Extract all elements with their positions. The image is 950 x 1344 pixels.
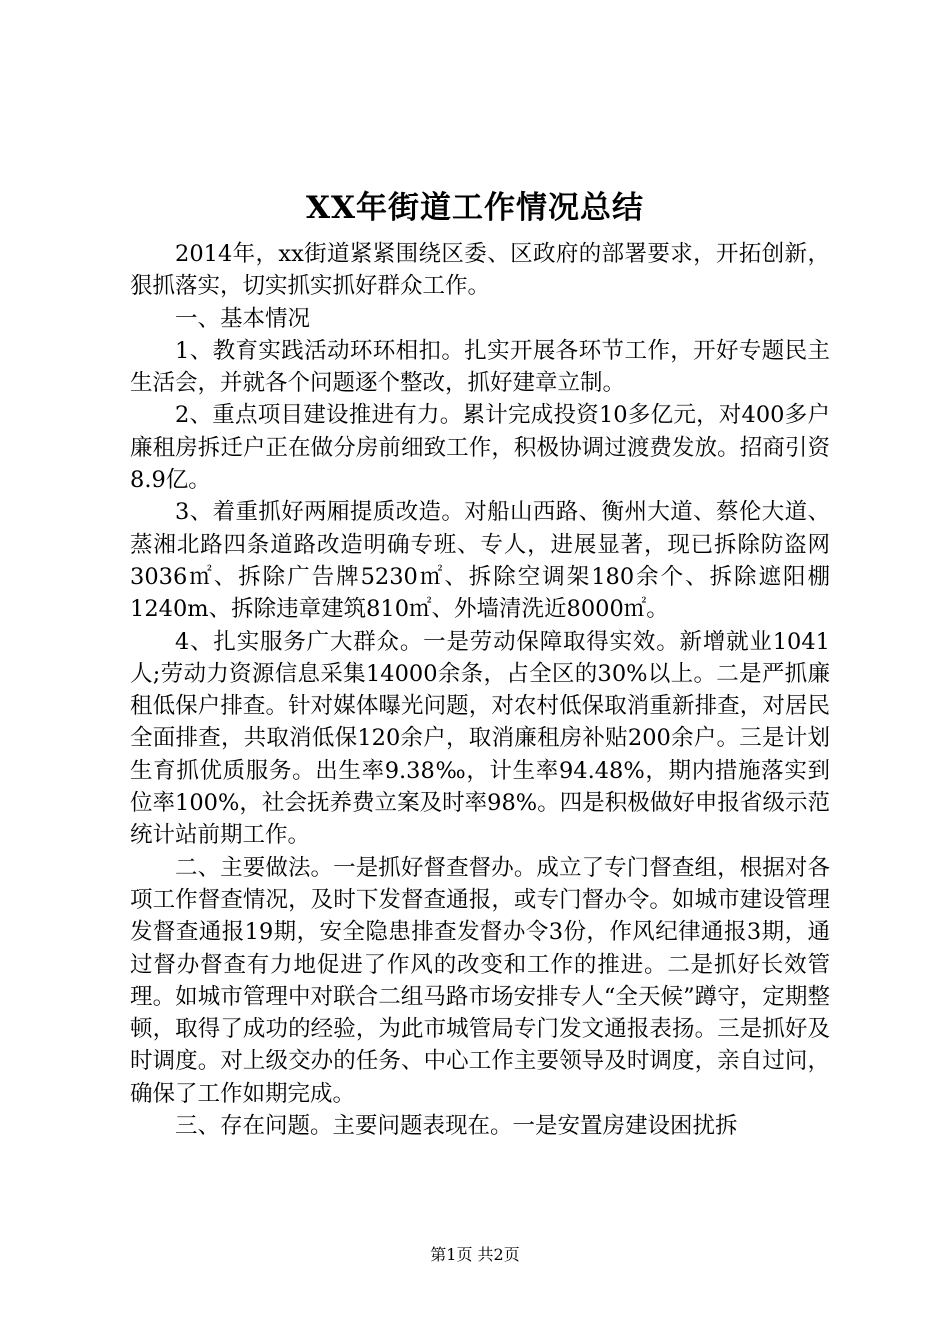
page-footer: 第1页 共2页 [430, 1245, 520, 1264]
document-title: XX年街道工作情况总结 [305, 190, 645, 226]
paragraph-methods: 二、主要做法。一是抓好督查督办。成立了专门督查组，根据对各项工作督查情况，及时下发督查通报，或专门督办令。如城市建设管理发督查通报19期，安全隐患排查发督办令3份，作风纪律通报3期，通过督办督查有力地促进了作风的改变和工作的推进。二是抓好长效管理。如城市管理中对联合二组马路市场安排专人“全天候”蹲守，定期整顿，取得了成功的经验，为此市城管局专门发文通报表扬。三是抓好及时调度。对上级交办的任务、中心工作主要领导及时调度，亲自过问，确保了工作如期完成。 [130, 854, 830, 1107]
paragraph-intro: 2014年，xx街道紧紧围绕区委、区政府的部署要求，开拓创新，狠抓落实，切实抓实抓好群众工作。 [130, 241, 830, 300]
section-heading-basic: 一、基本情况 [175, 305, 311, 332]
paragraph-item-2: 2、重点项目建设推进有力。累计完成投资10多亿元，对400多户廉租房拆迁户正在做分房前细致工作，积极协调过渡费发放。招商引资8.9亿。 [130, 402, 830, 494]
paragraph-item-3: 3、着重抓好两厢提质改造。对船山西路、衡州大道、蔡伦大道、蒸湘北路四条道路改造明确专班、专人，进展显著，现已拆除防盗网3036㎡、拆除广告牌5230㎡、拆除空调架180余个、拆除遮阳棚1240m、拆除违章建筑810㎡、外墙清洗近8000㎡。 [130, 499, 830, 623]
document-body [130, 238, 830, 1142]
paragraph-item-1: 1、教育实践活动环环相扣。扎实开展各环节工作，开好专题民主生活会，并就各个问题逐个整改，抓好建章立制。 [130, 337, 830, 397]
paragraph-problems: 三、存在问题。主要问题表现在。一是安置房建设困扰拆 [175, 1113, 738, 1140]
paragraph-item-4: 4、扎实服务广大群众。一是劳动保障取得实效。新增就业1041人;劳动力资源信息采集14000余条，占全区的30%以上。二是严抓廉租低保户排查。针对媒体曝光问题，对农村低保取消重新排查，对居民全面排查，共取消低保120余户，取消廉租房补贴200余户。三是计划生育抓优质服务。出生率9.38‰，计生率94.48%，期内措施落实到位率100%，社会抚养费立案及时率98%。四是积极做好申报省级示范统计站前期工作。 [130, 628, 830, 849]
